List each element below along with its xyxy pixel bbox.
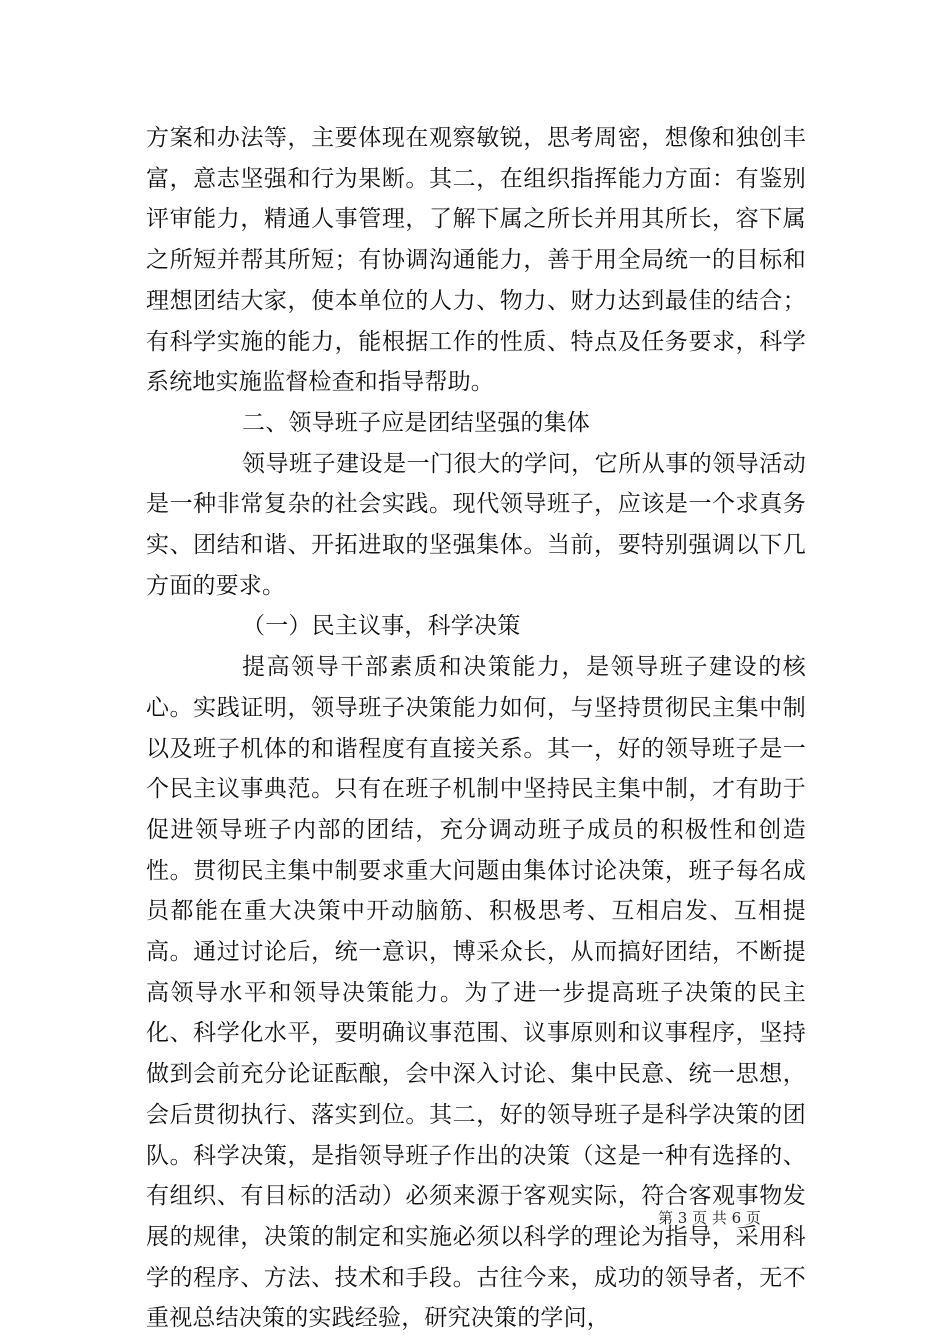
document-body <box>146 118 806 1339</box>
paragraph: 领导班子建设是一门很大的学问，它所从事的领导活动是一种非常复杂的社会实践。现代领导班子，应该是一个求真务实、团结和谐、开拓进取的坚强集体。当前，要特别强调以下几方面的要求。 <box>146 450 806 599</box>
paragraph: 提高领导干部素质和决策能力，是领导班子建设的核心。实践证明，领导班子决策能力如何，与坚持贯彻民主集中制以及班子机体的和谐程度有直接关系。其一，好的领导班子是一个民主议事典范。只有在班子机制中坚持民主集中制，才有助于促进领导班子内部的团结，充分调动班子成员的积极性和创造性。贯彻民主集中制要求重大问题由集体讨论决策，班子每名成员都能在重大决策中开动脑筋、积极思考、互相启发、互相提高。通过讨论后，统一意识，博采众长，从而搞好团结，不断提高领导水平和领导决策能力。为了进一步提高班子决策的民主化、科学化水平，要明确议事范围、议事原则和议事程序，坚持做到会前充分论证酝酿，会中深入讨论、集中民意、统一思想，会后贯彻执行、落实到位。其二，好的领导班子是科学决策的团队。科学决策，是指领导班子作出的决策（这是一种有选择的、有组织、有目标的活动）必须来源于客观实际，符合客观事物发展的规律，决策的制定和实施必须以科学的理论为指导，采用科学的程序、方法、技术和手段。古往今来，成功的领导者，无不重视总结决策的实践经验，研究决策的学问， <box>146 654 806 1332</box>
subsection-heading: （一）民主议事，科学决策 <box>242 613 521 640</box>
paragraph-continuation: 方案和办法等，主要体现在观察敏锐，思考周密，想像和独创丰富，意志坚强和行为果断。其二，在组织指挥能力方面：有鉴别评审能力，精通人事管理，了解下属之所长并用其所长，容下属之所短并帮其所短；有协调沟通能力，善于用全局统一的目标和理想团结大家，使本单位的人力、物力、财力达到最佳的结合；有科学实施的能力，能根据工作的性质、特点及任务要求，科学系统地实施监督检查和指导帮助。 <box>146 125 806 396</box>
section-heading: 二、领导班子应是团结坚强的集体 <box>242 409 590 436</box>
page-footer: 第 3 页 共 6 页 <box>658 1209 761 1227</box>
